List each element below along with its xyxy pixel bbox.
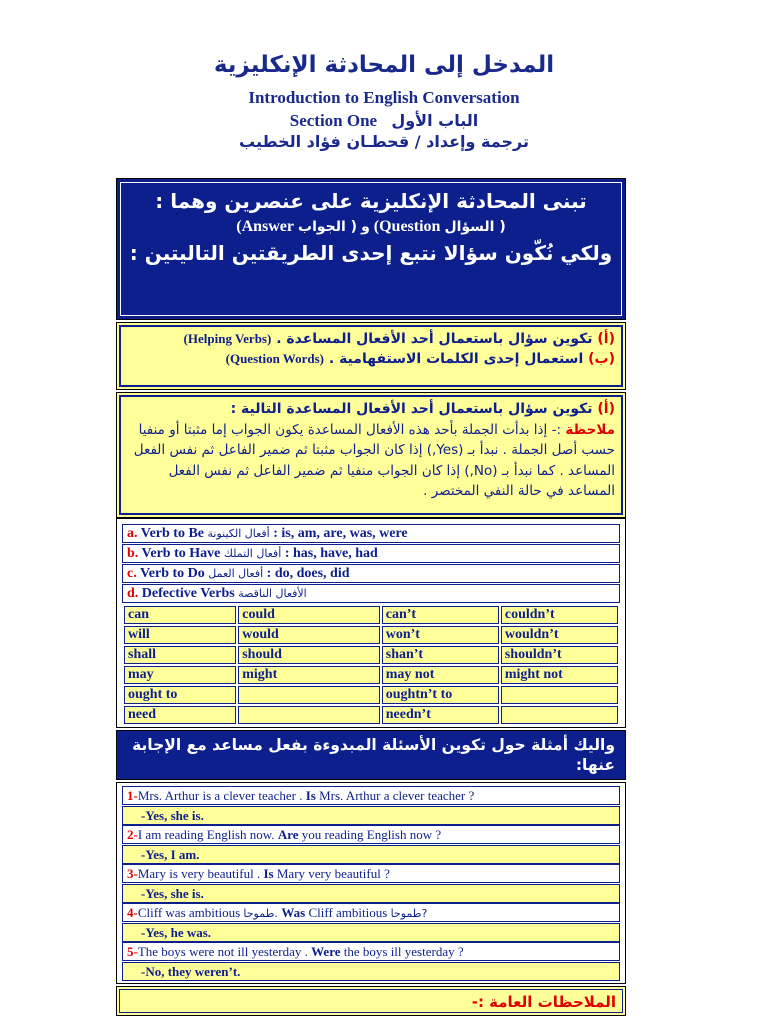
example-statement: Mrs. Arthur is a clever teacher . (137, 788, 306, 803)
table-cell: needn’t (382, 706, 499, 724)
table-cell (238, 686, 380, 704)
table-row (124, 626, 618, 644)
example-question-text: Cliff ambitious (305, 905, 391, 920)
table-cell: shouldn’t (501, 646, 618, 664)
translator-credit: ترجمة وإعداد / قحطـان فؤاد الخطيب (239, 132, 529, 151)
example-question-text: you reading English now ? (298, 827, 442, 842)
way-b (127, 349, 615, 369)
example-aux: Were (311, 944, 341, 959)
example-number: 3- (127, 866, 138, 881)
group-letter: c. (127, 566, 137, 581)
example-answer: -Yes, he was. (122, 923, 620, 942)
and-word: و (361, 219, 370, 235)
answer-en: Answer) (236, 218, 294, 235)
table-cell: can’t (382, 606, 499, 624)
group-letter: a. (127, 526, 138, 541)
group-forms: : has, have, had (284, 546, 378, 561)
answer-ar: ( الجواب (298, 219, 358, 235)
group-name: Verb to Do (139, 566, 205, 581)
verb-group-row (122, 564, 620, 583)
verb-group-row (122, 524, 620, 543)
group-arabic: أفعال الكينونة (207, 527, 270, 540)
group-letter: b. (127, 546, 139, 561)
question-en: Question) (373, 218, 441, 235)
ways-box (116, 322, 626, 390)
example-statement: Cliff was ambitious (137, 905, 244, 920)
table-cell: might (238, 666, 380, 684)
notes-box (116, 986, 626, 1016)
way-a-mark: (أ) (597, 331, 615, 347)
table-cell: won’t (382, 626, 499, 644)
table-row (124, 686, 618, 704)
example-answer: -Yes, she is. (122, 806, 620, 825)
table-row (124, 646, 618, 664)
table-cell: shan’t (382, 646, 499, 664)
example-question-text: the boys ill yesterday ? (340, 944, 464, 959)
example-statement: Mary is very beautiful . (137, 866, 264, 881)
note-label: ملاحظة (565, 421, 615, 438)
method-title: تكوين سؤال باستعمال أحد الأفعال المساعدة التالية : (230, 401, 593, 417)
example-question (122, 786, 620, 805)
way-a-text: تكوين سؤال باستعمال أحد الأفعال المساعدة . (276, 331, 593, 347)
way-b-english: (Question Words) (225, 351, 324, 366)
table-cell: need (124, 706, 236, 724)
section-line (0, 111, 768, 131)
group-arabic: الأفعال الناقصة (238, 587, 307, 600)
table-cell: will (124, 626, 236, 644)
modals-table (122, 604, 620, 726)
example-number: 2- (127, 827, 138, 842)
way-b-mark: (ب) (588, 351, 615, 367)
way-a (127, 329, 615, 349)
method-mark: (أ) (597, 401, 615, 417)
examples-header-box (116, 730, 626, 780)
table-cell (501, 706, 618, 724)
group-name: Defective Verbs (141, 586, 235, 601)
intro-line-1: تبنى المحادثة الإنكليزية على عنصرين وهما : (155, 189, 587, 213)
example-question (122, 942, 620, 961)
example-arabic-gloss: طموحا. (243, 907, 282, 920)
method-title-line (127, 399, 615, 420)
example-statement: The boys were not ill yesterday . (137, 944, 312, 959)
verb-group-row (122, 544, 620, 563)
table-cell: shall (124, 646, 236, 664)
table-cell (501, 686, 618, 704)
group-forms: : is, am, are, was, were (273, 526, 408, 541)
question-ar: ( السؤال (444, 219, 506, 235)
example-question (122, 903, 620, 922)
table-cell: could (238, 606, 380, 624)
example-number: 1- (127, 788, 138, 803)
table-cell: may not (382, 666, 499, 684)
table-cell (238, 706, 380, 724)
method-box (116, 392, 626, 518)
example-aux: Was (281, 905, 306, 920)
example-number: 4- (127, 905, 138, 920)
group-name: Verb to Be (140, 526, 205, 541)
table-cell: would (238, 626, 380, 644)
table-row (124, 666, 618, 684)
example-answer: -Yes, she is. (122, 884, 620, 903)
examples-header: واليك أمثلة حول تكوين الأسئلة المبدوءة بفعل مساعد مع الإجابة عنها: (132, 736, 615, 774)
intro-line-3: ولكي نُكّون سؤالا نتبع إحدى الطريقتين التاليتين : (129, 241, 613, 265)
intro-inner (120, 182, 622, 316)
method-inner (119, 395, 623, 515)
intro-box (116, 178, 626, 320)
example-number: 5- (127, 944, 138, 959)
method-note (127, 420, 615, 502)
table-cell: ought to (124, 686, 236, 704)
group-arabic: أفعال التملك (223, 547, 282, 560)
way-b-text: استعمال إحدى الكلمات الاستفهامية . (328, 351, 584, 367)
example-answer: -No, they weren’t. (122, 962, 620, 981)
group-name: Verb to Have (141, 546, 221, 561)
notes-title: الملاحظات العامة :- (119, 989, 623, 1013)
group-forms: : do, does, did (266, 566, 350, 581)
example-arabic-gloss: طموحا? (390, 907, 428, 920)
example-aux: Are (277, 827, 299, 842)
note-text: :- إذا بدأت الجملة بأحد هذه الأفعال المساعدة يكون الجواب إما مثبتا أو منفيا حسب أصل الجملة . نبدأ بـ (Yes,) إذا كان الجواب مثبتا ثم ضمير الفاعل ثم نفس الفعل المساعد . كما نبدأ بـ (No,) إذا كان الجواب منفيا ثم ضمير الفاعل ثم نفس الفعل المساعد في حالة النفي المختصر . (133, 421, 615, 499)
table-cell: can (124, 606, 236, 624)
section-arabic: الباب الأول (391, 111, 479, 130)
example-question (122, 825, 620, 844)
table-cell: should (238, 646, 380, 664)
table-row (124, 606, 618, 624)
ways-inner (119, 325, 623, 387)
intro-line-2 (121, 215, 621, 239)
table-row (124, 706, 618, 724)
verb-group-row (122, 584, 620, 603)
table-cell: oughtn’t to (382, 686, 499, 704)
section-english: Section One (289, 111, 378, 130)
table-cell: might not (501, 666, 618, 684)
table-cell: wouldn’t (501, 626, 618, 644)
group-arabic: أفعال العمل (208, 567, 264, 580)
way-a-english: (Helping Verbs) (183, 331, 272, 346)
table-cell: couldn’t (501, 606, 618, 624)
title-english: Introduction to English Conversation (248, 88, 520, 107)
example-question-text: Mary very beautiful ? (273, 866, 390, 881)
group-letter: d. (127, 586, 139, 601)
example-statement: I am reading English now. (137, 827, 278, 842)
title-arabic: المدخل إلى المحادثة الإنكليزية (213, 52, 555, 78)
example-answer: -Yes, I am. (122, 845, 620, 864)
example-question (122, 864, 620, 883)
example-aux: Is (263, 866, 274, 881)
example-question-text: Mrs. Arthur a clever teacher ? (315, 788, 475, 803)
example-aux: Is (305, 788, 316, 803)
table-cell: may (124, 666, 236, 684)
